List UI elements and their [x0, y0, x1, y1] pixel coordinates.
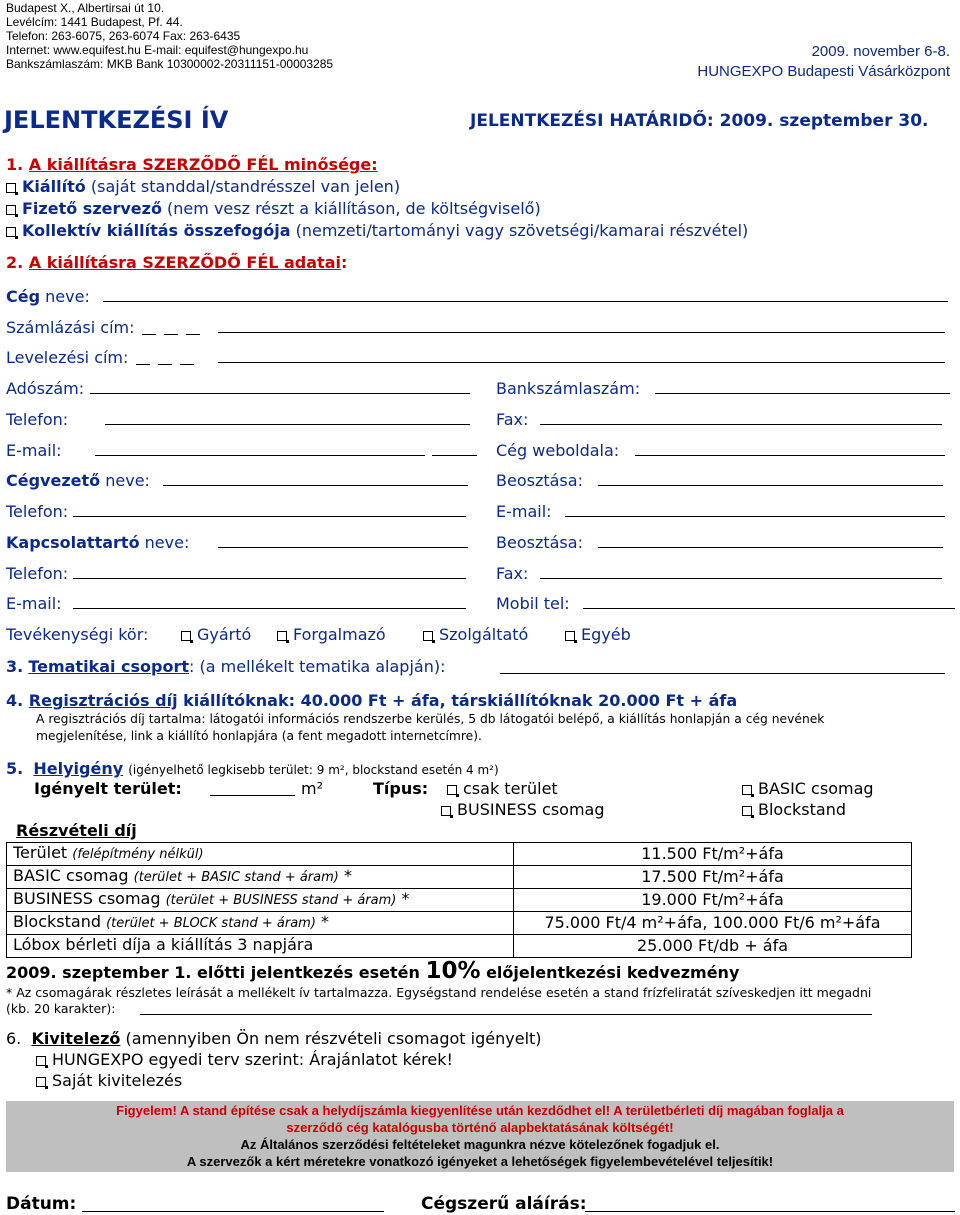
mobil-field[interactable]: [583, 608, 955, 609]
ceg-neve-field[interactable]: [103, 301, 948, 302]
option-forgalmazo[interactable]: Forgalmazó: [277, 625, 386, 645]
beosztasa2-field[interactable]: [598, 547, 943, 548]
tevekenyseg-label: Tevékenységi kör:: [6, 625, 149, 644]
checkbox-icon[interactable]: [277, 631, 287, 641]
notice-line-2: szerződő cég katalógusba történő alapbektatásának költségét!: [286, 1120, 674, 1135]
footnote-2: (kb. 20 karakter):: [6, 1001, 116, 1016]
fax-field[interactable]: [540, 424, 942, 425]
phone-line: Telefon: 263-6075, 263-6074 Fax: 263-6435: [6, 29, 241, 43]
section-1-heading: 1. A kiállításra SZERZŐDŐ FÉL minősége:: [6, 155, 378, 174]
mobil-label: Mobil tel:: [496, 594, 570, 613]
section-3-heading: 3. Tematikai csoport: (a mellékelt tematika alapján):: [6, 657, 446, 676]
bankszamla-field[interactable]: [655, 393, 950, 394]
footnote-1: * Az csomagárak részletes leírását a mellékelt ív tartalmazza. Egységstand rendelése esetén a stand frízfeliratát szíveskedjen itt megadni: [6, 985, 872, 1000]
tematika-field[interactable]: [500, 673, 945, 674]
email3-field[interactable]: [73, 608, 466, 609]
beosztasa-label: Beosztása:: [496, 471, 583, 490]
notice-line-3: Az Általános szerződési feltételeket magunkra nézve kötelezőnek fogadjuk el.: [240, 1137, 720, 1152]
levelezesi-field[interactable]: [218, 362, 945, 363]
szamlazasi-field[interactable]: [218, 332, 945, 333]
option-basic[interactable]: BASIC csomag: [742, 779, 874, 799]
fee-row: Lóbox bérleti díja a kiállítás 3 napjára 25.000 Ft/db + áfa: [7, 935, 912, 958]
tipus-label: Típus:: [373, 779, 429, 798]
checkbox-icon[interactable]: [447, 785, 457, 795]
option-sajat[interactable]: Saját kivitelezés: [36, 1071, 182, 1091]
reszveteli-dij-title: Részvételi díj: [16, 821, 137, 840]
cegvezeto-label: Cégvezető neve:: [6, 471, 150, 490]
friz-field[interactable]: [140, 1014, 872, 1015]
form-title: JELENTKEZÉSI ÍV: [4, 106, 229, 134]
checkbox-icon[interactable]: [742, 806, 752, 816]
reg-fee-text-1: A regisztrációs díj tartalma: látogatói információs rendszerbe kerülés, 5 db látogatói belépő, a kiállítás honlapján a cég nevének: [36, 712, 825, 726]
checkbox-icon[interactable]: [742, 785, 752, 795]
levelezesi-label: Levelezési cím:: [6, 348, 194, 368]
option-csak-terulet[interactable]: csak terület: [447, 779, 558, 799]
notice-line-4: A szervezők a kért méretekre vonatkozó igényeket a lehetőségek figyelembevételével teljesítik!: [186, 1154, 774, 1169]
datum-field[interactable]: [82, 1211, 384, 1212]
option-business[interactable]: BUSINESS csomag: [441, 800, 605, 820]
alairas-label: Cégszerű aláírás:: [421, 1194, 587, 1214]
option-gyarto[interactable]: Gyártó: [181, 625, 251, 645]
option-kollektiv[interactable]: Kollektív kiállítás összefogója (nemzeti/tartományi vagy szövetségi/kamarai részvétel): [6, 221, 748, 241]
telefon2-field[interactable]: [73, 516, 466, 517]
checkbox-icon[interactable]: [6, 205, 16, 215]
option-egyeb[interactable]: Egyéb: [565, 625, 631, 645]
fee-table: [6, 842, 912, 958]
adoszam-field[interactable]: [90, 393, 470, 394]
discount-line: 2009. szeptember 1. előtti jelentkezés esetén 10% előjelentkezési kedvezmény: [6, 958, 740, 984]
kapcsolat-label: Kapcsolattartó neve:: [6, 533, 190, 552]
telefon-label: Telefon:: [6, 410, 69, 429]
option-szolgaltato[interactable]: Szolgáltató: [423, 625, 528, 645]
telefon2-label: Telefon:: [6, 502, 69, 521]
bankszamla-label: Bankszámlaszám:: [496, 379, 641, 398]
email2-field[interactable]: [565, 516, 945, 517]
notice-line-1: Figyelem! A stand építése csak a helydíjszámla kiegyenlítése után kezdődhet el! A területbérleti díj magában foglalja a: [116, 1103, 844, 1118]
checkbox-icon[interactable]: [36, 1077, 46, 1087]
email-field-ext[interactable]: [432, 455, 477, 456]
kapcsolat-field[interactable]: [218, 547, 468, 548]
ceg-neve-label: Cég neve:: [6, 287, 90, 306]
telefon-field[interactable]: [105, 424, 470, 425]
terulet-field[interactable]: [210, 795, 295, 796]
datum-label: Dátum:: [6, 1194, 77, 1214]
checkbox-icon[interactable]: [6, 227, 16, 237]
fee-row: Terület (felépítmény nélkül) 11.500 Ft/m²+áfa: [7, 843, 912, 866]
checkbox-icon[interactable]: [565, 631, 575, 641]
option-fizeto[interactable]: Fizető szervező (nem vesz részt a kiállításon, de költségviselő): [6, 199, 541, 219]
fax2-label: Fax:: [496, 564, 529, 583]
option-kiallito[interactable]: Kiállító (saját standdal/standrésszel van jelen): [6, 177, 400, 197]
szamlazasi-label: Számlázási cím:: [6, 318, 200, 338]
weboldal-label: Cég weboldala:: [496, 441, 620, 460]
telefon3-label: Telefon:: [6, 564, 69, 583]
section-2-heading: 2. A kiállításra SZERZŐDŐ FÉL adatai:: [6, 253, 348, 272]
bank-line: Bankszámlaszám: MKB Bank 10300002-20311151-00003285: [6, 57, 334, 71]
checkbox-icon[interactable]: [181, 631, 191, 641]
fee-row: BASIC csomag (terület + BASIC stand + áram) * 17.500 Ft/m²+áfa: [7, 866, 912, 889]
checkbox-icon[interactable]: [423, 631, 433, 641]
event-venue: HUNGEXPO Budapesti Vásárközpont: [697, 63, 950, 80]
email-label: E-mail:: [6, 441, 62, 460]
alairas-field[interactable]: [585, 1211, 955, 1212]
fee-row: Blockstand (terület + BLOCK stand + áram) * 75.000 Ft/4 m²+áfa, 100.000 Ft/6 m²+áfa: [7, 912, 912, 935]
fax2-field[interactable]: [540, 578, 942, 579]
cegvezeto-field[interactable]: [163, 485, 468, 486]
internet-line: Internet: www.equifest.hu E-mail: equifest@hungexpo.hu: [6, 43, 309, 57]
notice-box: [6, 1101, 954, 1172]
reg-fee-text-2: megjelenítése, link a kiállító honlapjára (a fent megadott internetcímre).: [36, 729, 482, 743]
section-5-heading: 5. Helyigény (igényelhető legkisebb terület: 9 m², blockstand esetén 4 m²): [6, 759, 499, 778]
fax-label: Fax:: [496, 410, 529, 429]
unit-m2: m²: [301, 779, 323, 798]
event-date: 2009. november 6-8.: [811, 43, 950, 60]
option-blockstand[interactable]: Blockstand: [742, 800, 846, 820]
igenyelt-terulet-label: Igényelt terület:: [34, 779, 182, 798]
fee-row: BUSINESS csomag (terület + BUSINESS stand + áram) * 19.000 Ft/m²+áfa: [7, 889, 912, 912]
address-line: Budapest X., Albertirsai út 10.: [6, 1, 165, 15]
section-6-heading: 6. Kivitelező (amennyiben Ön nem részvételi csomagot igényelt): [6, 1029, 542, 1048]
adoszam-label: Adószám:: [6, 379, 85, 398]
email3-label: E-mail:: [6, 594, 62, 613]
email-field[interactable]: [95, 455, 425, 456]
option-hungexpo-terv[interactable]: HUNGEXPO egyedi terv szerint: Árajánlatot kérek!: [36, 1050, 453, 1070]
email2-label: E-mail:: [496, 502, 552, 521]
section-4-heading: 4. Regisztrációs díj kiállítóknak: 40.000 Ft + áfa, társkiállítóknak 20.000 Ft + áfa: [6, 691, 738, 710]
beosztasa2-label: Beosztása:: [496, 533, 583, 552]
checkbox-icon[interactable]: [36, 1056, 46, 1066]
checkbox-icon[interactable]: [6, 183, 16, 193]
deadline: JELENTKEZÉSI HATÁRIDŐ: 2009. szeptember 30.: [470, 111, 929, 131]
weboldal-field[interactable]: [635, 455, 945, 456]
checkbox-icon[interactable]: [441, 806, 451, 816]
beosztasa-field[interactable]: [598, 485, 943, 486]
telefon3-field[interactable]: [73, 578, 466, 579]
mail-line: Levélcím: 1441 Budapest, Pf. 44.: [6, 15, 183, 29]
